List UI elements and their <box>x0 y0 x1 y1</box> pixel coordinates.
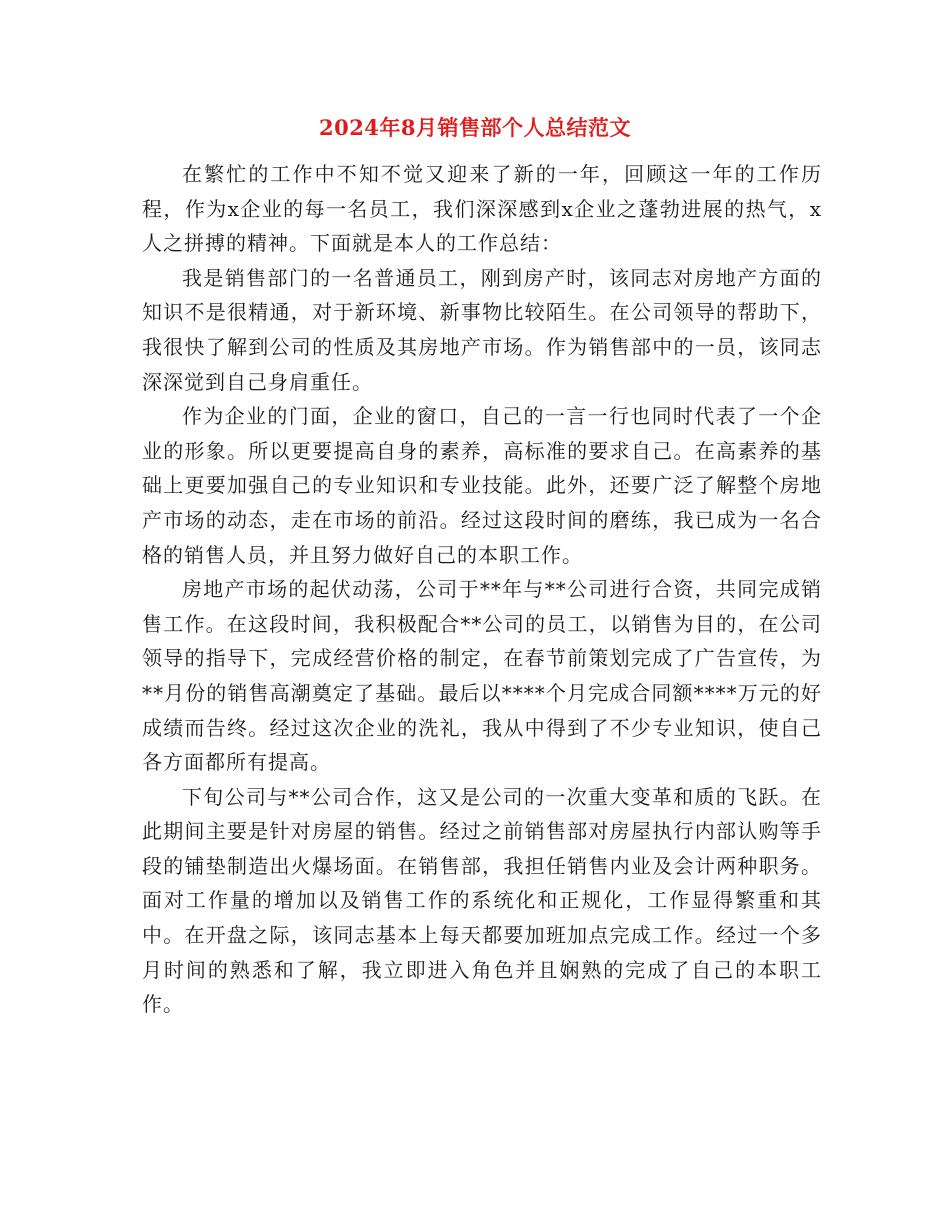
document-body <box>142 157 822 1022</box>
paragraph-intro: 在繁忙的工作中不知不觉又迎来了新的一年，回顾这一年的工作历程，作为x企业的每一名员工，我们深深感到x企业之蓬勃进展的热气，x人之拼搏的精神。下面就是本人的工作总结： <box>142 162 822 256</box>
document-title: 2024年8月销售部个人总结范文 <box>318 115 632 140</box>
paragraph-cooperation: 下旬公司与**公司合作，这又是公司的一次重大变革和质的飞跃。在此期间主要是针对房屋的销售。经过之前销售部对房屋执行内部认购等手段的铺垫制造出火爆场面。在销售部，我担任销售内业及会计两种职务。面对工作量的增加以及销售工作的系统化和正规化，工作显得繁重和其中。在开盘之际，该同志基本上每天都要加班加点完成工作。经过一个多月时间的熟悉和了解，我立即进入角色并且娴熟的完成了自己的本职工作。 <box>142 784 822 1017</box>
paragraph-role: 我是销售部门的一名普通员工，刚到房产时，该同志对房地产方面的知识不是很精通，对于新环境、新事物比较陌生。在公司领导的帮助下，我很快了解到公司的性质及其房地产市场。作为销售部中的一员，该同志深深觉到自己身肩重任。 <box>142 265 822 394</box>
paragraph-joint-venture: 房地产市场的起伏动荡，公司于**年与**公司进行合资，共同完成销售工作。在这段时间，我积极配合**公司的员工，以销售为目的，在公司领导的指导下，完成经营价格的制定，在春节前策划完成了广告宣传，为**月份的销售高潮奠定了基础。最后以****个月完成合同额****万元的好成绩而告终。经过这次企业的洗礼，我从中得到了不少专业知识，使自己各方面都所有提高。 <box>142 577 822 775</box>
paragraph-image: 作为企业的门面，企业的窗口，自己的一言一行也同时代表了一个企业的形象。所以更要提高自身的素养，高标准的要求自己。在高素养的基础上更要加强自己的专业知识和专业技能。此外，还要广泛了解整个房地产市场的动态，走在市场的前沿。经过这段时间的磨练，我已成为一名合格的销售人员，并且努力做好自己的本职工作。 <box>142 404 822 567</box>
